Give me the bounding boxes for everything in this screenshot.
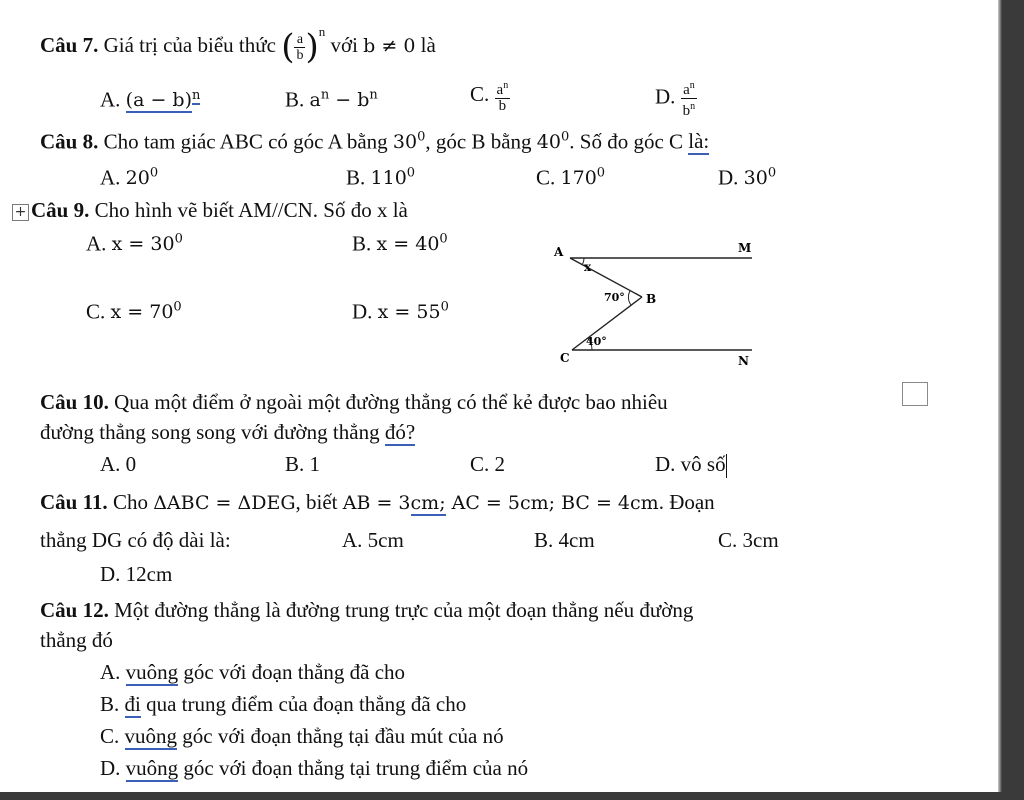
q7-stem: Câu 7. Giá trị của biểu thức ( $\frac{a}{b}$ )$^n$ với b ≠ 0 là (40, 24, 436, 68)
label-m: M (738, 241, 752, 255)
label-angle-c: 40° (586, 335, 607, 348)
q10-stem-line1: Câu 10. Qua một điểm ở ngoài một đường thẳng có thể kẻ được bao nhiêu (40, 390, 668, 414)
q10-option-b[interactable]: B. 1 (285, 452, 321, 476)
layout-options-box[interactable] (902, 382, 928, 406)
q12-option-d[interactable]: D. vuông góc với đoạn thẳng tại trung điểm của nó (100, 756, 529, 780)
segment-bc (572, 297, 642, 350)
q8-option-a[interactable]: A. $20^0$ (100, 165, 159, 190)
q7-label: Câu 7. (40, 33, 99, 57)
label-n: N (738, 354, 749, 368)
q7-text: Giá trị của biểu thức (103, 33, 276, 57)
q10-option-d[interactable]: D. vô số (655, 450, 727, 478)
q12-option-a[interactable]: A. vuông góc với đoạn thẳng đã cho (100, 660, 406, 684)
q8-option-b[interactable]: B. $110^0$ (346, 165, 416, 190)
q9-option-d[interactable]: D. $x = 55^0$ (352, 299, 449, 324)
text-cursor (726, 454, 727, 478)
q7-condition: b ≠ 0 (363, 35, 416, 57)
q12-stem-line1: Câu 12. Một đường thẳng là đường trung trực của một đoạn thẳng nếu đường (40, 598, 694, 622)
q9-stem: + Câu 9. Cho hình vẽ biết AM//CN. Số đo x là (12, 196, 408, 224)
q11-stem-line2: thẳng DG có độ dài là: (40, 528, 231, 552)
q9-figure (540, 240, 780, 374)
q7-option-d[interactable]: D. $\frac{a^n}{b^n}$ (655, 80, 696, 119)
q10-option-a[interactable]: A. 0 (100, 452, 137, 476)
q9-option-b[interactable]: B. $x = 40^0$ (352, 231, 448, 256)
q12-stem-line2: thẳng đó (40, 628, 113, 652)
q8-label: Câu 8. (40, 129, 99, 154)
q10-option-c[interactable]: C. 2 (470, 452, 506, 476)
q8-option-d[interactable]: D. $30^0$ (718, 165, 777, 190)
q8-option-c[interactable]: C. $170^0$ (536, 165, 606, 190)
q12-label: Câu 12. (40, 598, 109, 622)
angle-b-arc (628, 291, 631, 305)
label-c: C (560, 351, 570, 365)
label-a: A (554, 245, 564, 259)
q11-stem-line1: Câu 11. Cho ΔABC = ΔDEG, biết AB = 3cm; AC = 5cm; BC = 4cm. Đoạn (40, 490, 715, 514)
q9-label: Câu 9. (31, 198, 90, 222)
q8-stem: Câu 8. Cho tam giác ABC có góc A bằng $30^0$, góc B bằng $40^0$. Số đo góc C là: (40, 129, 710, 154)
q11-option-c[interactable]: C. 3cm (718, 528, 779, 552)
q9-option-a[interactable]: A. $x = 30^0$ (86, 231, 183, 256)
label-angle-b: 70° (604, 291, 625, 304)
label-b: B (646, 292, 657, 306)
move-handle-icon[interactable]: + (12, 204, 29, 221)
q7-exponent: n (318, 24, 326, 39)
q7-option-c[interactable]: C. $\frac{a^n}{b}$ (470, 80, 509, 114)
label-x: x (584, 260, 592, 274)
window-frame-bottom (0, 792, 1024, 800)
q12-option-c[interactable]: C. vuông góc với đoạn thẳng tại đầu mút của nó (100, 724, 504, 748)
q11-option-a[interactable]: A. 5cm (342, 528, 404, 552)
q7-fraction: $\frac{a}{b}$ (296, 31, 304, 63)
q11-option-d[interactable]: D. 12cm (100, 562, 173, 586)
q10-stem-line2: đường thẳng song song với đường thẳng đó? (40, 420, 416, 444)
q10-label: Câu 10. (40, 390, 109, 414)
q9-option-c[interactable]: C. $x = 70^0$ (86, 299, 182, 324)
q11-label: Câu 11. (40, 490, 108, 514)
q11-option-b[interactable]: B. 4cm (534, 528, 595, 552)
q7-option-b[interactable]: B. $a^n - b^n$ (285, 87, 378, 112)
window-frame-right (998, 0, 1024, 800)
q12-option-b[interactable]: B. đi qua trung điểm của đoạn thẳng đã cho (100, 692, 467, 716)
q7-option-a[interactable]: A. $(a - b)^n$ (100, 87, 201, 112)
